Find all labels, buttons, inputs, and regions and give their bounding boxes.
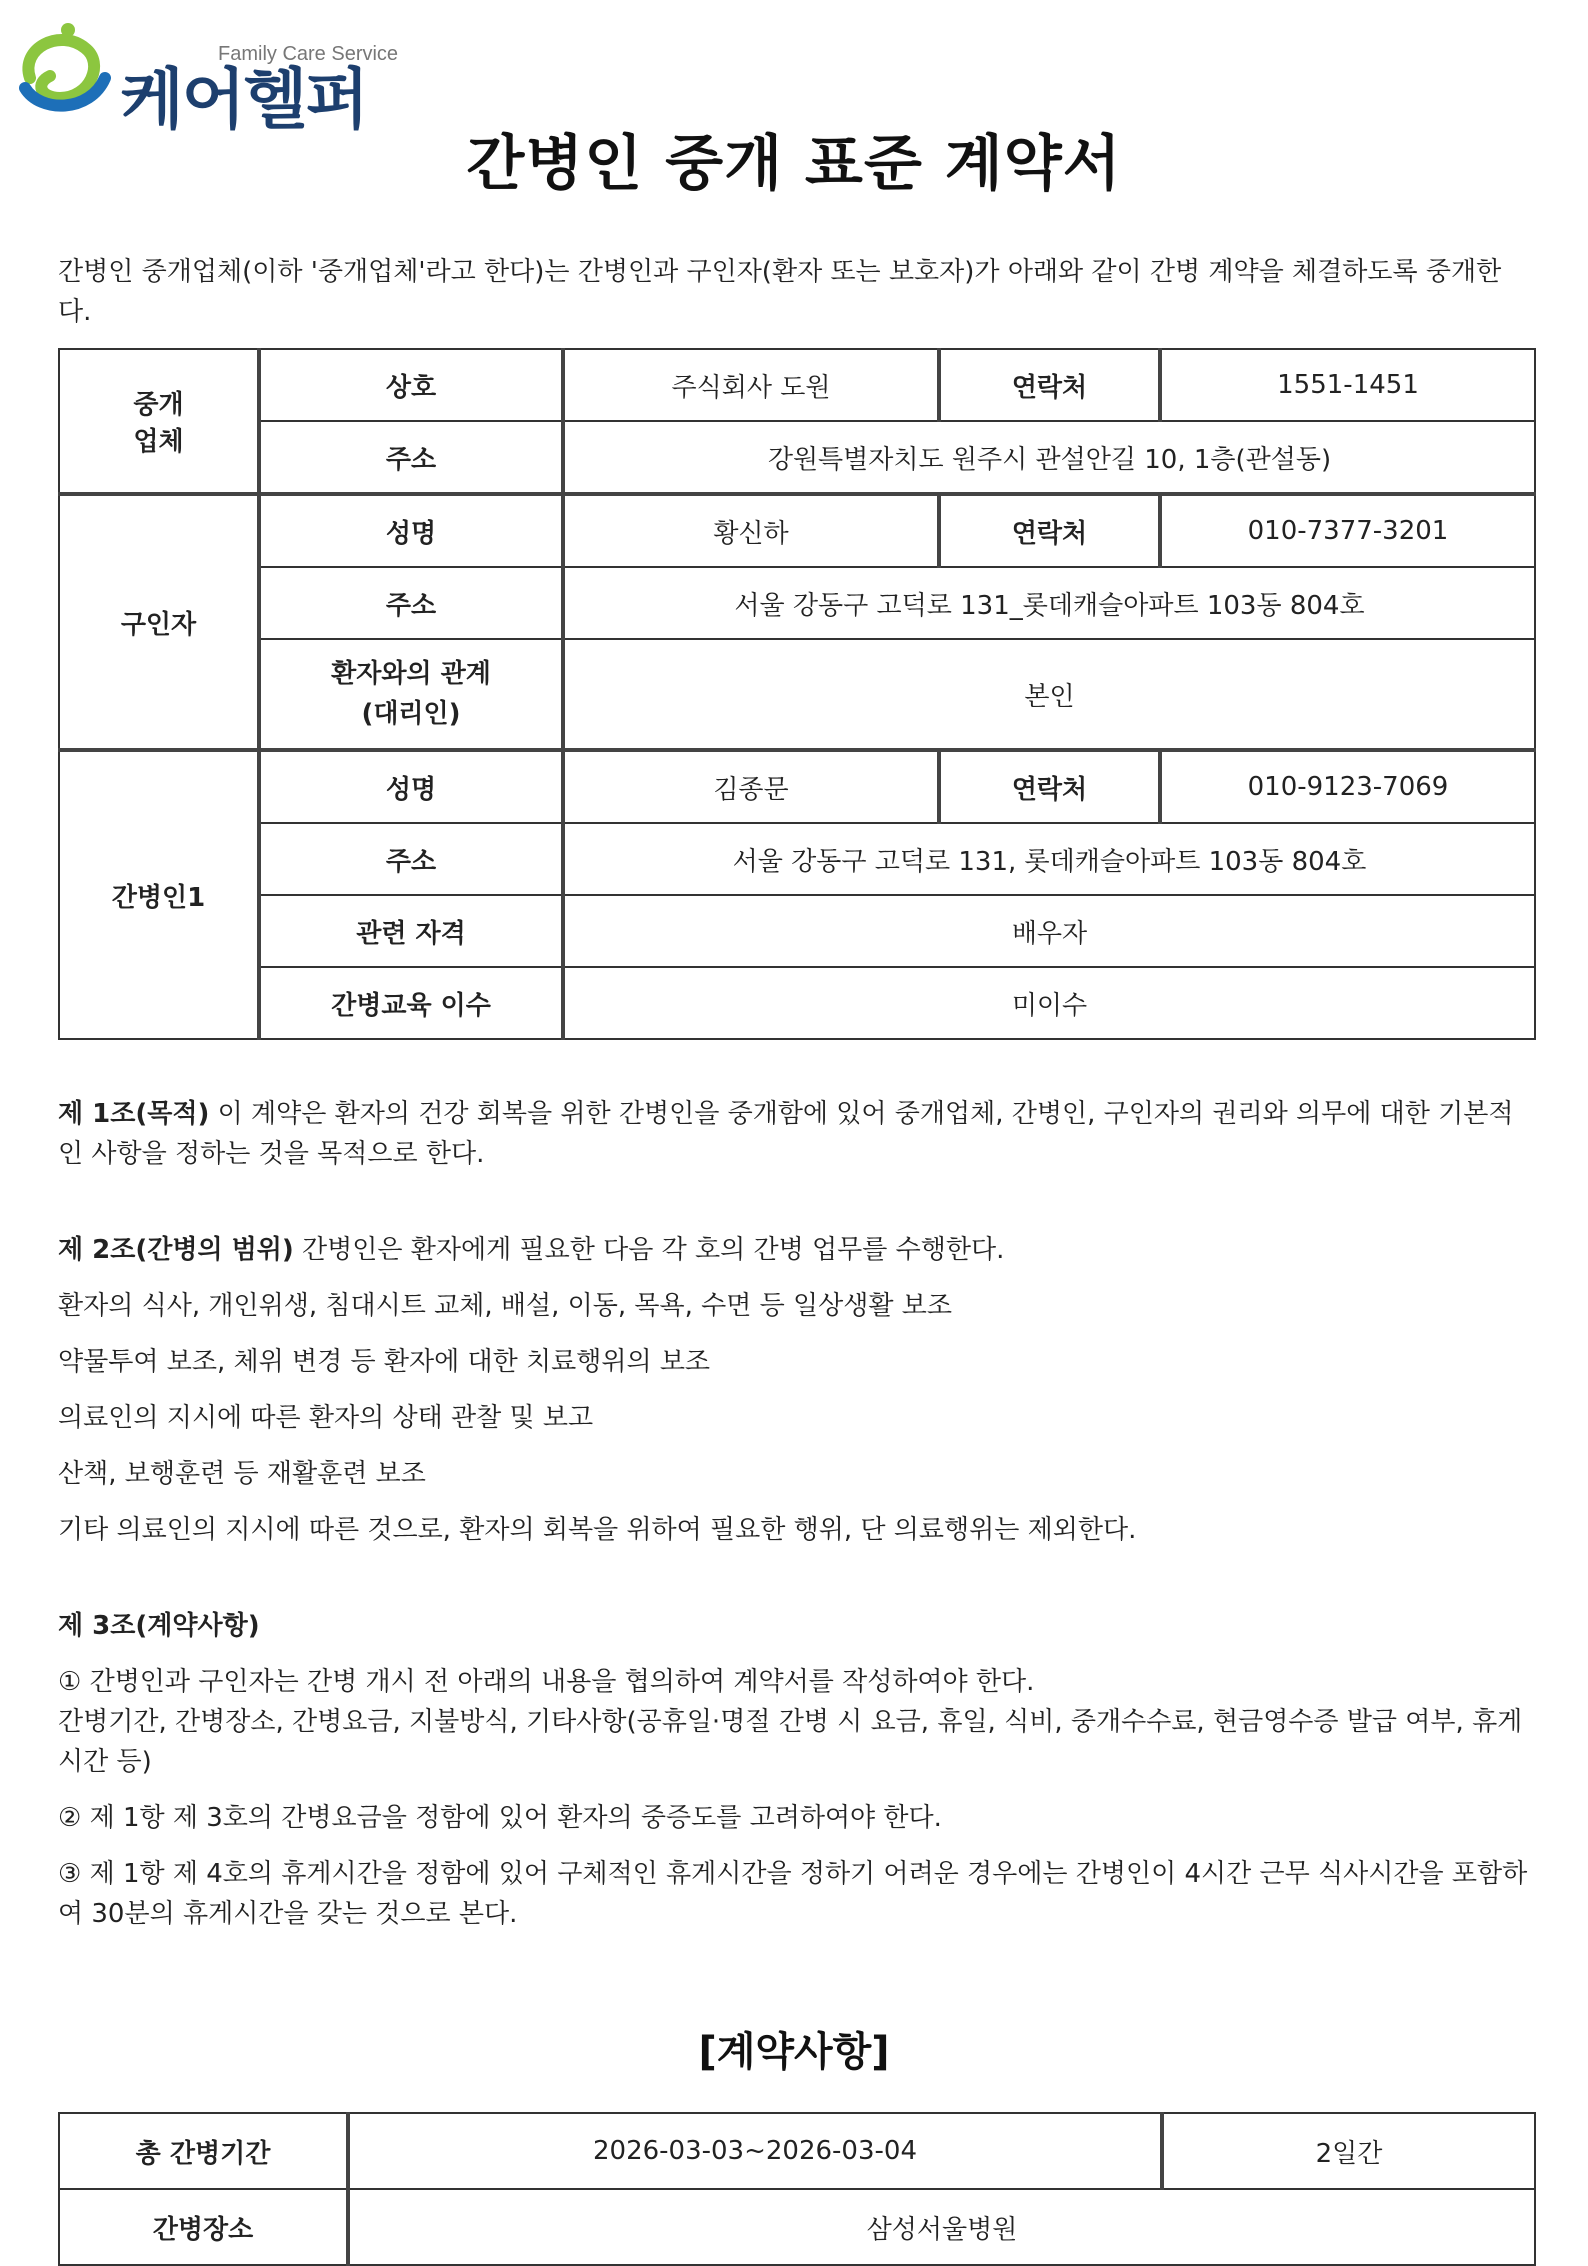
intro-text: 간병인 중개업체(이하 '중개업체'라고 한다)는 간병인과 구인자(환자 또는 보호자)가 아래와 같이 간병 계약을 체결하도록 중개한다.	[58, 257, 1502, 327]
period-days: 2일간	[1162, 2113, 1535, 2189]
article-2	[58, 1230, 1533, 1550]
client-relation-label: 환자와의 관계 (대리인)	[259, 639, 563, 750]
article-1	[58, 1094, 1533, 1174]
client-row-2	[59, 567, 1535, 639]
logo-subtitle: Family Care Service	[218, 43, 399, 65]
broker-address: 강원특별자치도 원주시 관설안길 10, 1층(관설동)	[563, 421, 1535, 494]
client-row-1	[59, 494, 1535, 567]
article-1-heading: 제 1조(목적)	[58, 1099, 210, 1129]
caregiver-contact-label: 연락처	[939, 750, 1160, 823]
article-1-text: 이 계약은 환자의 건강 회복을 위한 간병인을 중개함에 있어 중개업체, 간병인, 구인자의 권리와 의무에 대한 기본적인 사항을 정하는 것을 목적으로 한다.	[58, 1099, 1514, 1169]
place-value: 삼성서울병원	[348, 2189, 1535, 2265]
caregiver-address: 서울 강동구 고덕로 131, 롯데캐슬아파트 103동 804호	[563, 823, 1535, 895]
client-name-label: 성명	[259, 494, 563, 567]
article-3-clause-2: ② 제 1항 제 3호의 간병요금을 정함에 있어 환자의 중증도를 고려하여야 한다.	[58, 1803, 942, 1833]
client-address-label: 주소	[259, 567, 563, 639]
broker-section-label: 중개 업체	[59, 349, 259, 494]
list-item: 기타 의료인의 지시에 따른 것으로, 환자의 회복을 위하여 필요한 행위, 단 의료행위는 제외한다.	[58, 1515, 1137, 1545]
caregiver-contact: 010-9123-7069	[1160, 750, 1535, 823]
article-3-clause-3: ③ 제 1항 제 4호의 휴게시간을 정함에 있어 구체적인 휴게시간을 정하기 어려운 경우에는 간병인이 4시간 근무 식사시간을 포함하여 30분의 휴게시간을 갖는 것으로 본다.	[58, 1859, 1528, 1929]
list-item: 산책, 보행훈련 등 재활훈련 보조	[58, 1459, 426, 1489]
caregiver-education: 미이수	[563, 967, 1535, 1039]
article-3-clause-1: ① 간병인과 구인자는 간병 개시 전 아래의 내용을 협의하여 계약서를 작성하여야 한다.	[58, 1667, 1035, 1697]
caregiver-row-2	[59, 823, 1535, 895]
client-address: 서울 강동구 고덕로 131_롯데캐슬아파트 103동 804호	[563, 567, 1535, 639]
place-label: 간병장소	[59, 2189, 348, 2265]
article-2-heading: 제 2조(간병의 범위)	[58, 1235, 294, 1265]
article-3-heading: 제 3조(계약사항)	[58, 1611, 260, 1641]
broker-name: 주식회사 도원	[563, 349, 939, 421]
period-label: 총 간병기간	[59, 2113, 348, 2189]
caregiver-row-4	[59, 967, 1535, 1039]
contract-table	[58, 2112, 1536, 2266]
parties-table	[58, 348, 1536, 1040]
broker-address-label: 주소	[259, 421, 563, 494]
caregiver-name-label: 성명	[259, 750, 563, 823]
client-relation: 본인	[563, 639, 1535, 750]
client-contact-label: 연락처	[939, 494, 1160, 567]
contract-place-row	[59, 2189, 1535, 2265]
page-title: 간병인 중개 표준 계약서	[466, 129, 1122, 199]
list-item: 약물투여 보조, 체위 변경 등 환자에 대한 치료행위의 보조	[58, 1347, 711, 1377]
logo-swirl-icon	[10, 18, 120, 118]
broker-contact-label: 연락처	[939, 349, 1160, 421]
broker-name-label: 상호	[259, 349, 563, 421]
caregiver-section-label: 간병인1	[59, 750, 259, 1039]
list-item: 환자의 식사, 개인위생, 침대시트 교체, 배설, 이동, 목욕, 수면 등 일상생활 보조	[58, 1291, 952, 1321]
company-logo	[10, 18, 410, 138]
caregiver-row-3	[59, 895, 1535, 967]
broker-contact: 1551-1451	[1160, 349, 1535, 421]
contract-period-row	[59, 2113, 1535, 2189]
article-3-clause-1-items: 간병기간, 간병장소, 간병요금, 지불방식, 기타사항(공휴일·명절 간병 시 요금, 휴일, 식비, 중개수수료, 현금영수증 발급 여부, 휴게시간 등)	[58, 1707, 1523, 1777]
caregiver-address-label: 주소	[259, 823, 563, 895]
article-2-text: 간병인은 환자에게 필요한 다음 각 호의 간병 업무를 수행한다.	[293, 1235, 1005, 1265]
client-name: 황신하	[563, 494, 939, 567]
broker-row-2	[59, 421, 1535, 494]
caregiver-row-1	[59, 750, 1535, 823]
period-value: 2026-03-03~2026-03-04	[348, 2113, 1162, 2189]
client-section-label: 구인자	[59, 494, 259, 750]
client-contact: 010-7377-3201	[1160, 494, 1535, 567]
contract-section-title: [계약사항]	[698, 2029, 890, 2075]
article-3	[58, 1606, 1533, 1934]
caregiver-education-label: 간병교육 이수	[259, 967, 563, 1039]
caregiver-qualification-label: 관련 자격	[259, 895, 563, 967]
caregiver-name: 김종문	[563, 750, 939, 823]
client-row-3	[59, 639, 1535, 750]
logo-name: 케어헬퍼	[120, 61, 368, 138]
list-item: 의료인의 지시에 따른 환자의 상태 관찰 및 보고	[58, 1403, 594, 1433]
broker-row-1	[59, 349, 1535, 421]
caregiver-qualification: 배우자	[563, 895, 1535, 967]
